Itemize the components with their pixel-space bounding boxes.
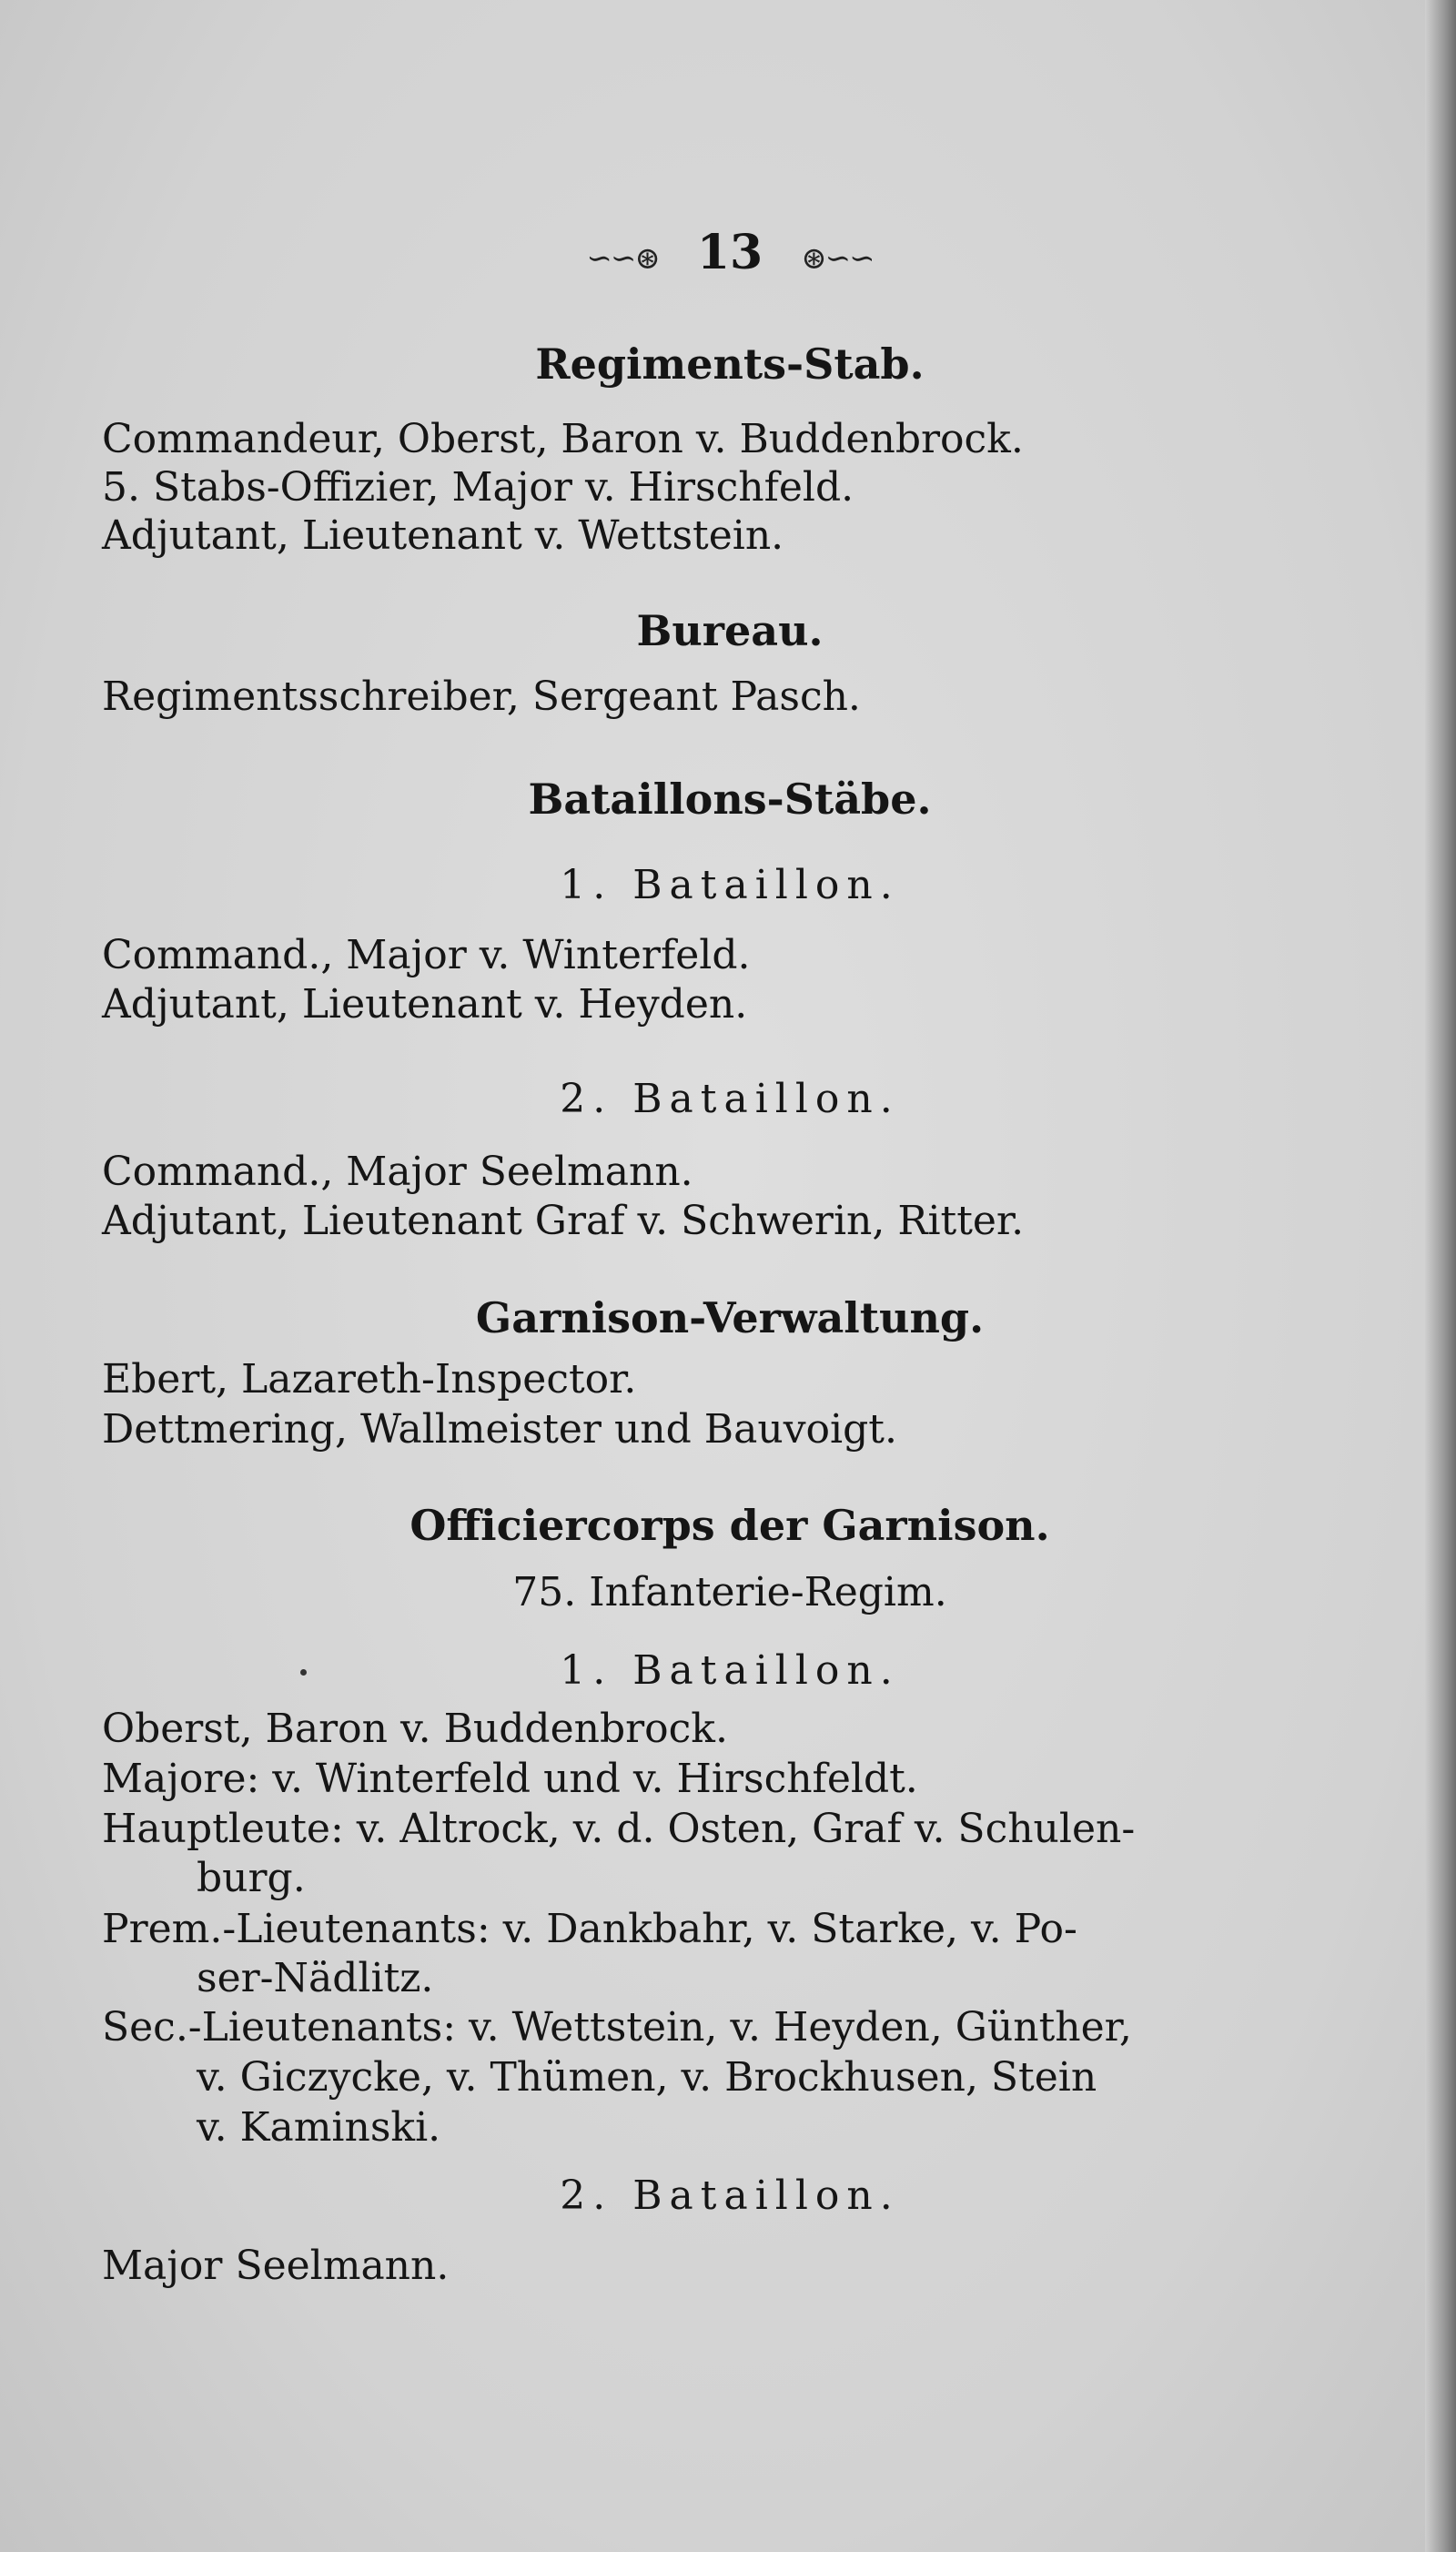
text-line: v. Kaminski. [197,2104,441,2151]
text-line: v. Giczycke, v. Thümen, v. Brockhusen, Stein [197,2054,1097,2101]
text-line: Adjutant, Lieutenant v. Wettstein. [102,512,784,559]
text-line: Command., Major v. Winterfeld. [102,932,751,978]
text-line: burg. [197,1855,306,1901]
page-number: 13 [696,225,763,280]
subheading-bataillon-2: 2. Bataillon. [560,2172,900,2219]
left-ornament: ∽∽⊛ [586,239,659,277]
text-line: Prem.-Lieutenants: v. Dankbahr, v. Starke, v. Po- [102,1906,1077,1952]
text-line: Adjutant, Lieutenant Graf v. Schwerin, Ritter. [102,1198,1025,1244]
page-header [102,225,1358,284]
text-line: Ebert, Lazareth-Inspector. [102,1356,637,1403]
subheading-regiment: 75. Infanterie-Regim. [512,1569,947,1615]
ink-speck [300,1669,307,1676]
right-ornament: ⊛∽∽ [801,239,874,277]
text-line: Hauptleute: v. Altrock, v. d. Osten, Graf v. Schulen- [102,1806,1136,1852]
subheading-bataillon-1: 1. Bataillon. [560,1647,900,1694]
text-line: Dettmering, Wallmeister und Bauvoigt. [102,1406,897,1453]
text-line: Majore: v. Winterfeld und v. Hirschfeldt. [102,1756,918,1802]
heading-regiments-stab: Regiments-Stab. [535,339,925,389]
text-line: Regimentsschreiber, Sergeant Pasch. [102,673,861,720]
heading-bureau: Bureau. [636,606,824,655]
text-line: ser-Nädlitz. [197,1955,434,2001]
subheading-bataillon-1: 1. Bataillon. [560,862,900,908]
book-spine-shadow [1425,0,1456,2552]
heading-garnison-verwaltung: Garnison-Verwaltung. [475,1293,985,1342]
text-line: Commandeur, Oberst, Baron v. Buddenbrock. [102,416,1024,462]
heading-officiercorps: Officiercorps der Garnison. [410,1501,1050,1550]
text-line: Adjutant, Lieutenant v. Heyden. [102,981,748,1028]
subheading-bataillon-2: 2. Bataillon. [560,1076,900,1122]
text-line: Major Seelmann. [102,2243,450,2289]
text-line: Command., Major Seelmann. [102,1149,693,1195]
text-line: 5. Stabs-Offizier, Major v. Hirschfeld. [102,464,854,511]
text-line: Sec.-Lieutenants: v. Wettstein, v. Heyden, Günther, [102,2004,1132,2051]
heading-bataillons-staebe: Bataillons-Stäbe. [528,775,932,824]
text-line: Oberst, Baron v. Buddenbrock. [102,1706,728,1752]
